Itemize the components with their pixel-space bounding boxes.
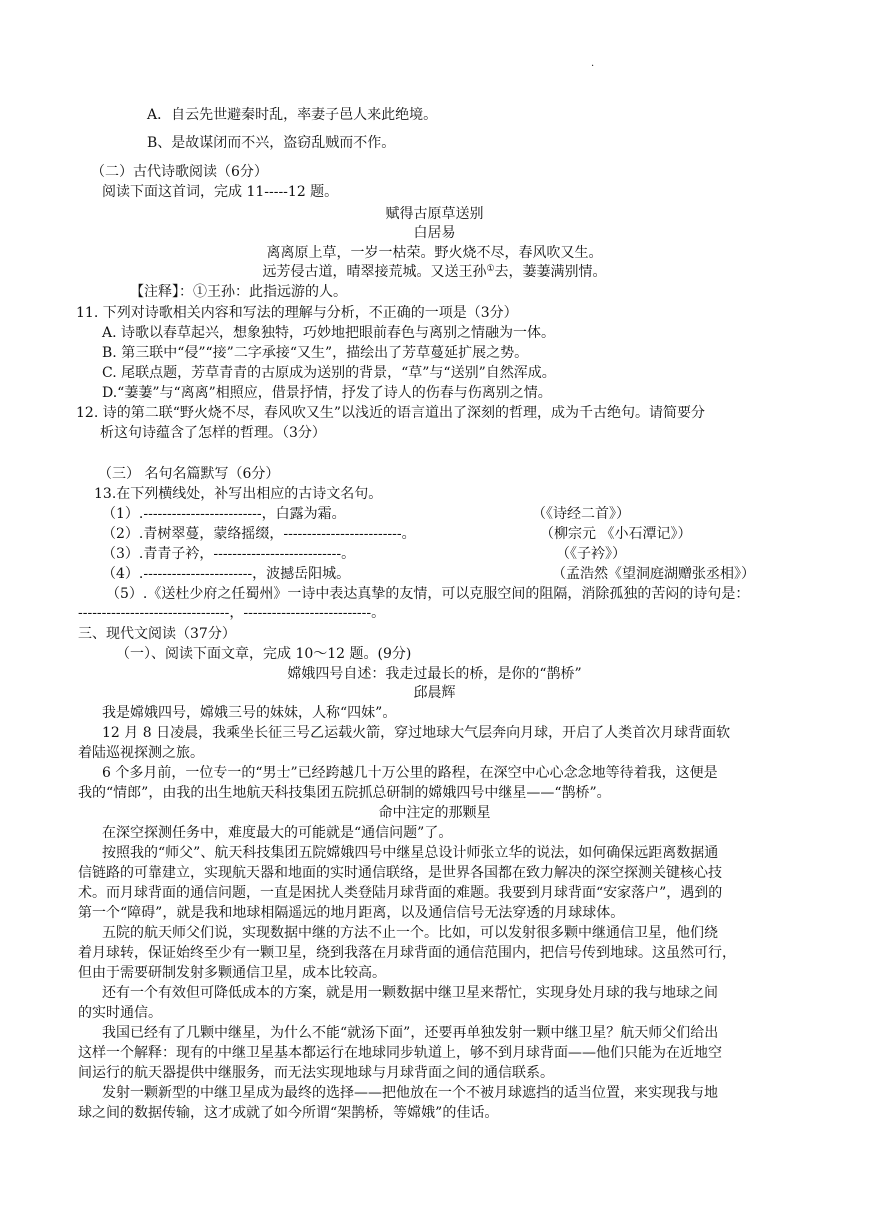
- q13-item-1-source: （《诗经二首》）: [532, 506, 630, 522]
- article-line: 第一个“障碍”，就是我和地球相隔遥远的地月距离，以及通信信号无法穿透的月球球体。: [78, 905, 625, 921]
- poem-line-1: 离离原上草，一岁一枯荣。野火烧不尽，春风吹又生。: [266, 245, 603, 261]
- q11-option-d: D.“萋萋”与“离离”相照应，借景抒情，抒发了诗人的伤春与伤离别之情。: [102, 385, 552, 401]
- poem-author: 白居易: [413, 225, 456, 241]
- option-a: A．自云先世避秦时乱，率妻子邑人来此绝境。: [147, 107, 438, 123]
- q13-item-3: （3）.青青子衿，---------------------------。: [102, 546, 356, 562]
- article-line: 发射一颗新型的中继卫星成为最终的选择——把他放在一个不被月球遮挡的适当位置，来实现我与地: [102, 1085, 718, 1101]
- article-line: 我的“情郎”，由我的出生地航天科技集团五院抓总研制的嫦娥四号中继星——“鹊桥”。: [78, 785, 611, 801]
- article-line: 还有一个有效但可降低成本的方案，就是用一颗数据中继卫星来帮忙，实现身处月球的我与地球之间: [102, 985, 718, 1001]
- q13-item-4: （4）.-----------------------，波撼岳阳城。: [102, 566, 351, 582]
- article-line: 这样一个解释：现有的中继卫星基本都运行在地球同步轨道上，够不到月球背面——他们只能为在近地空: [78, 1045, 722, 1061]
- poem-note: 【注释】：①王孙：此指远游的人。: [130, 284, 347, 300]
- poem-instruction: 阅读下面这首词，完成 11-----12 题。: [102, 184, 339, 200]
- q11-option-a: A. 诗歌以春草起兴，想象独特，巧妙地把眼前春色与离别之情融为一体。: [102, 325, 556, 341]
- q12-line-1: 12. 诗的第二联“野火烧不尽，春风吹又生”以浅近的语言道出了深刻的哲理，成为千古绝句。请简要分: [76, 405, 706, 421]
- article-line: 信链路的可靠建立，实现航天器和地面的实时通信联络，是世界各国都在致力解决的深空探测关键核心技: [78, 865, 722, 881]
- article-line: 术。而月球背面的通信问题，一直是困扰人类登陆月球背面的难题。我要到月球背面“安家落户”，遇到的: [78, 885, 723, 901]
- article-line: 6 个多月前，一位专一的“男士”已经跨越几十万公里的路程，在深空中心心念念地等待着我，这便是: [102, 765, 718, 781]
- article-line: 但由于需要研制发射多颗通信卫星，成本比较高。: [78, 965, 386, 981]
- article-line: 间运行的航天器提供中继服务，而无法实现地球与月球背面之间的通信联系。: [78, 1065, 554, 1081]
- article-title: 嫦娥四号自述：我走过最长的桥，是你的“鹊桥”: [287, 666, 582, 682]
- footnote-mark: ①: [486, 264, 495, 274]
- article-line: 我是嫦娥四号，嫦娥三号的妹妹，人称“四妹”。: [102, 705, 397, 721]
- section3-heading: （三） 名句名篇默写（6分）: [98, 466, 280, 482]
- article-line: 我国已经有了几颗中继星，为什么不能“就汤下面”，还要再单独发射一颗中继卫星？航天师父们给出: [102, 1025, 719, 1041]
- article-line: 球之间的数据传输，这才成就了如今所谓“架鹊桥，等嫦娥”的佳话。: [78, 1105, 499, 1121]
- article-author: 邱晨辉: [413, 685, 456, 701]
- option-b: B、是故谋闭而不兴，盗窃乱贼而不作。: [147, 135, 396, 151]
- article-subtitle: 命中注定的那颗星: [378, 805, 491, 821]
- q11-option-b: B. 第三联中“侵”“接”二字承接“又生”，描绘出了芳草蔓延扩展之势。: [102, 345, 529, 361]
- q13-item-4-source: （孟浩然《望洞庭湖赠张丞相》）: [552, 566, 755, 582]
- q13-stem: 13.在下列横线处，补写出相应的古诗文名句。: [94, 486, 383, 502]
- modern-heading: 三、现代文阅读（37分）: [78, 626, 236, 642]
- q13-item-3-source: （《子衿》）: [556, 546, 626, 562]
- poem-line-2a: 远芳侵古道，晴翠接荒城。又送王孙: [262, 264, 487, 280]
- q13-item-1: （1）.-------------------------，白露为霜。: [102, 506, 346, 522]
- poem-section-heading: （二）古代诗歌阅读（6分）: [91, 164, 268, 180]
- article-line: 着月球转，保证始终至少有一颗卫星，绕到我落在月球背面的通信范围内，把信号传到地球。这虽然可行，: [78, 945, 736, 961]
- q13-item-2: （2）.青树翠蔓，蒙络摇缀，-------------------------。: [102, 526, 416, 542]
- article-line: 在深空探测任务中，难度最大的可能就是“通信问题”了。: [102, 825, 453, 841]
- article-line: 的实时通信。: [78, 1005, 162, 1021]
- q13-item-5-line-2: --------------------------------，---------------------------。: [78, 605, 386, 621]
- article-line: 按照我的“师父”、航天科技集团五院嫦娥四号中继星总设计师张立华的说法，如何确保远距离数据通: [102, 845, 719, 861]
- q13-item-2-source: （柳宗元 《小石潭记》）: [540, 526, 692, 542]
- modern-sub-heading: （一）、阅读下面文章，完成 10～12 题。(9分): [116, 646, 412, 662]
- header-mark: .: [591, 58, 595, 69]
- article-line: 五院的航天师父们说，实现数据中继的方法不止一个。比如，可以发射很多颗中继通信卫星，他们绕: [102, 925, 718, 941]
- q11-stem: 11. 下列对诗歌相关内容和写法的理解与分析，不正确的一项是（3分）: [76, 305, 518, 321]
- poem-line-2b: 去，萋萋满别情。: [494, 264, 607, 280]
- article-line: 着陆巡视探测之旅。: [78, 745, 204, 761]
- poem-line-2: [0, 262, 869, 282]
- q13-item-5-line-1: （5）.《送杜少府之任蜀州》一诗中表达真挚的友情，可以克服空间的阻隔，消除孤独的苦闷的诗句是：: [106, 586, 750, 602]
- q11-option-c: C. 尾联点题，芳草青青的古原成为送别的背景，“草”与“送别”自然浑成。: [102, 365, 556, 381]
- q12-line-2: 析这句诗蕴含了怎样的哲理。（3分）: [100, 425, 326, 441]
- poem-title: 赋得古原草送别: [385, 206, 484, 222]
- article-line: 12 月 8 日凌晨，我乘坐长征三号乙运载火箭，穿过地球大气层奔向月球，开启了人类首次月球背面软: [102, 725, 731, 741]
